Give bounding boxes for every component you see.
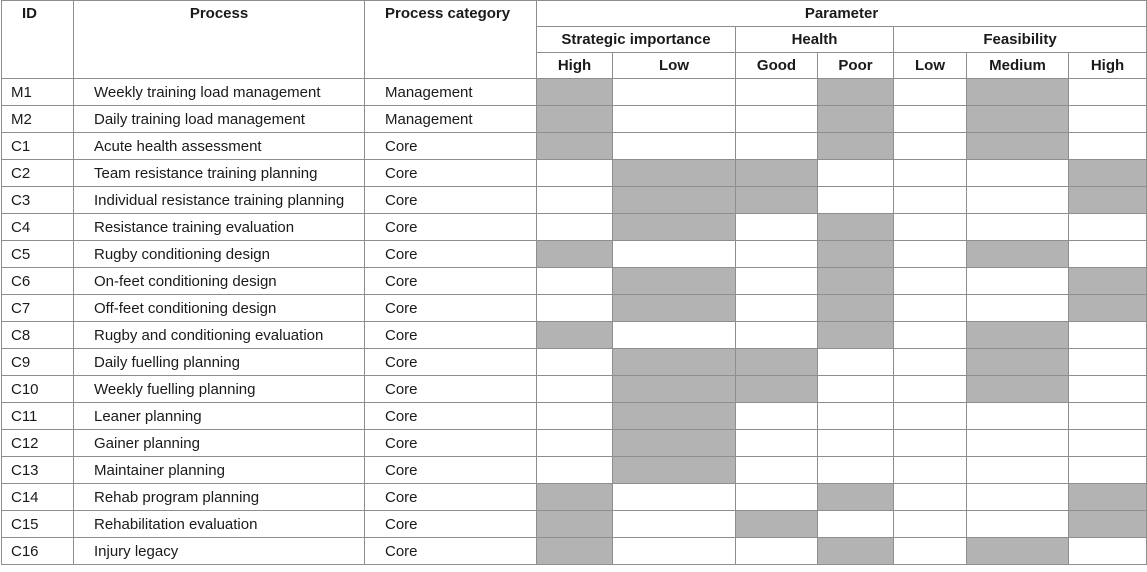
cell-strategic-high xyxy=(537,322,613,349)
cell-feasibility-low xyxy=(894,484,967,511)
cell-feasibility-low xyxy=(894,511,967,538)
cell-health-good xyxy=(736,403,818,430)
row-process-category: Management xyxy=(365,106,537,133)
cell-strategic-high xyxy=(537,79,613,106)
cell-feasibility-medium xyxy=(967,511,1069,538)
cell-strategic-high xyxy=(537,511,613,538)
cell-strategic-high xyxy=(537,187,613,214)
subheader-feasibility-low: Low xyxy=(894,53,967,79)
cell-health-poor xyxy=(818,457,894,484)
table-row xyxy=(2,376,1147,403)
table-row xyxy=(2,79,1147,106)
cell-health-poor xyxy=(818,403,894,430)
cell-strategic-high xyxy=(537,430,613,457)
cell-strategic-low xyxy=(613,376,736,403)
cell-feasibility-high xyxy=(1069,268,1147,295)
cell-feasibility-low xyxy=(894,295,967,322)
cell-strategic-low xyxy=(613,160,736,187)
cell-feasibility-high xyxy=(1069,430,1147,457)
cell-feasibility-medium xyxy=(967,187,1069,214)
table-row xyxy=(2,349,1147,376)
cell-health-poor xyxy=(818,538,894,565)
cell-feasibility-high xyxy=(1069,79,1147,106)
row-process-category: Core xyxy=(365,484,537,511)
cell-health-poor xyxy=(818,268,894,295)
cell-health-good xyxy=(736,133,818,160)
cell-strategic-low xyxy=(613,322,736,349)
row-process: Acute health assessment xyxy=(74,133,365,160)
row-process-category: Management xyxy=(365,79,537,106)
subheader-feasibility-high: High xyxy=(1069,53,1147,79)
cell-health-poor xyxy=(818,241,894,268)
row-process: Maintainer planning xyxy=(74,457,365,484)
cell-strategic-high xyxy=(537,295,613,322)
subheader-health-good: Good xyxy=(736,53,818,79)
cell-health-good xyxy=(736,106,818,133)
row-process-category: Core xyxy=(365,160,537,187)
row-process-category: Core xyxy=(365,457,537,484)
cell-feasibility-medium xyxy=(967,457,1069,484)
cell-feasibility-high xyxy=(1069,106,1147,133)
cell-feasibility-medium xyxy=(967,538,1069,565)
row-process: Rugby and conditioning evaluation xyxy=(74,322,365,349)
cell-health-good xyxy=(736,160,818,187)
cell-feasibility-high xyxy=(1069,457,1147,484)
table-row xyxy=(2,214,1147,241)
cell-strategic-low xyxy=(613,430,736,457)
row-id: C9 xyxy=(2,349,74,376)
cell-feasibility-medium xyxy=(967,430,1069,457)
row-id: C15 xyxy=(2,511,74,538)
cell-strategic-high xyxy=(537,349,613,376)
cell-health-good xyxy=(736,349,818,376)
table-row xyxy=(2,160,1147,187)
table-row xyxy=(2,295,1147,322)
cell-health-poor xyxy=(818,187,894,214)
cell-health-poor xyxy=(818,322,894,349)
table-row xyxy=(2,484,1147,511)
row-process: Rehab program planning xyxy=(74,484,365,511)
cell-health-poor xyxy=(818,430,894,457)
row-process-category: Core xyxy=(365,430,537,457)
table-body xyxy=(2,79,1147,565)
row-process-category: Core xyxy=(365,349,537,376)
cell-feasibility-high xyxy=(1069,349,1147,376)
cell-health-poor xyxy=(818,376,894,403)
cell-strategic-low xyxy=(613,268,736,295)
cell-feasibility-low xyxy=(894,322,967,349)
row-id: C13 xyxy=(2,457,74,484)
row-process: Team resistance training planning xyxy=(74,160,365,187)
cell-strategic-high xyxy=(537,268,613,295)
cell-health-poor xyxy=(818,160,894,187)
cell-strategic-low xyxy=(613,511,736,538)
cell-feasibility-high xyxy=(1069,403,1147,430)
cell-feasibility-high xyxy=(1069,160,1147,187)
cell-feasibility-medium xyxy=(967,79,1069,106)
cell-feasibility-low xyxy=(894,214,967,241)
cell-health-good xyxy=(736,79,818,106)
row-id: M2 xyxy=(2,106,74,133)
row-id: C7 xyxy=(2,295,74,322)
row-process: Leaner planning xyxy=(74,403,365,430)
cell-strategic-high xyxy=(537,457,613,484)
cell-health-poor xyxy=(818,79,894,106)
cell-strategic-high xyxy=(537,538,613,565)
cell-health-good xyxy=(736,484,818,511)
row-id: C16 xyxy=(2,538,74,565)
subheader-feasibility-medium: Medium xyxy=(967,53,1069,79)
row-id: C1 xyxy=(2,133,74,160)
cell-feasibility-low xyxy=(894,160,967,187)
row-process: Daily fuelling planning xyxy=(74,349,365,376)
row-id: C3 xyxy=(2,187,74,214)
cell-feasibility-low xyxy=(894,79,967,106)
cell-feasibility-low xyxy=(894,187,967,214)
subheader-health-poor: Poor xyxy=(818,53,894,79)
cell-strategic-low xyxy=(613,484,736,511)
header-process-category: Process category xyxy=(365,1,537,79)
row-id: M1 xyxy=(2,79,74,106)
header-health: Health xyxy=(736,27,894,53)
cell-feasibility-low xyxy=(894,241,967,268)
cell-feasibility-high xyxy=(1069,295,1147,322)
process-parameter-table xyxy=(1,0,1147,565)
header-parameter: Parameter xyxy=(537,1,1147,27)
cell-feasibility-medium xyxy=(967,376,1069,403)
cell-feasibility-medium xyxy=(967,403,1069,430)
table-row xyxy=(2,538,1147,565)
row-id: C10 xyxy=(2,376,74,403)
cell-strategic-low xyxy=(613,457,736,484)
cell-strategic-high xyxy=(537,106,613,133)
cell-feasibility-medium xyxy=(967,241,1069,268)
row-id: C2 xyxy=(2,160,74,187)
table-row xyxy=(2,457,1147,484)
table-row xyxy=(2,187,1147,214)
cell-strategic-high xyxy=(537,376,613,403)
cell-strategic-low xyxy=(613,241,736,268)
cell-feasibility-low xyxy=(894,268,967,295)
cell-feasibility-high xyxy=(1069,133,1147,160)
cell-feasibility-low xyxy=(894,457,967,484)
cell-strategic-high xyxy=(537,160,613,187)
cell-feasibility-low xyxy=(894,133,967,160)
cell-health-good xyxy=(736,214,818,241)
cell-health-good xyxy=(736,268,818,295)
table-row xyxy=(2,268,1147,295)
cell-feasibility-low xyxy=(894,430,967,457)
table-row xyxy=(2,241,1147,268)
row-process-category: Core xyxy=(365,511,537,538)
row-process: Weekly fuelling planning xyxy=(74,376,365,403)
cell-feasibility-high xyxy=(1069,241,1147,268)
cell-strategic-high xyxy=(537,403,613,430)
row-id: C5 xyxy=(2,241,74,268)
row-process: Gainer planning xyxy=(74,430,365,457)
table-row xyxy=(2,403,1147,430)
cell-health-poor xyxy=(818,349,894,376)
row-process-category: Core xyxy=(365,187,537,214)
cell-feasibility-low xyxy=(894,376,967,403)
row-process: Individual resistance training planning xyxy=(74,187,365,214)
table-row xyxy=(2,322,1147,349)
row-process: Daily training load management xyxy=(74,106,365,133)
cell-health-poor xyxy=(818,133,894,160)
row-process-category: Core xyxy=(365,241,537,268)
cell-feasibility-medium xyxy=(967,106,1069,133)
cell-health-good xyxy=(736,295,818,322)
cell-feasibility-medium xyxy=(967,268,1069,295)
row-process-category: Core xyxy=(365,322,537,349)
cell-strategic-low xyxy=(613,187,736,214)
cell-feasibility-low xyxy=(894,538,967,565)
cell-feasibility-medium xyxy=(967,322,1069,349)
cell-health-poor xyxy=(818,295,894,322)
cell-health-good xyxy=(736,538,818,565)
subheader-strategic-low: Low xyxy=(613,53,736,79)
row-id: C12 xyxy=(2,430,74,457)
cell-feasibility-medium xyxy=(967,133,1069,160)
cell-strategic-low xyxy=(613,133,736,160)
row-process-category: Core xyxy=(365,538,537,565)
row-id: C14 xyxy=(2,484,74,511)
row-process: Rehabilitation evaluation xyxy=(74,511,365,538)
cell-strategic-high xyxy=(537,241,613,268)
cell-health-good xyxy=(736,511,818,538)
cell-strategic-low xyxy=(613,403,736,430)
cell-feasibility-medium xyxy=(967,484,1069,511)
cell-health-good xyxy=(736,241,818,268)
table-row xyxy=(2,133,1147,160)
header-strategic-importance: Strategic importance xyxy=(537,27,736,53)
row-process-category: Core xyxy=(365,133,537,160)
cell-health-good xyxy=(736,430,818,457)
cell-feasibility-medium xyxy=(967,295,1069,322)
cell-feasibility-high xyxy=(1069,376,1147,403)
cell-feasibility-medium xyxy=(967,214,1069,241)
cell-health-good xyxy=(736,322,818,349)
cell-health-good xyxy=(736,187,818,214)
cell-health-poor xyxy=(818,511,894,538)
header-process: Process xyxy=(74,1,365,79)
cell-strategic-low xyxy=(613,214,736,241)
row-process: Rugby conditioning design xyxy=(74,241,365,268)
cell-feasibility-low xyxy=(894,349,967,376)
cell-health-poor xyxy=(818,106,894,133)
cell-strategic-high xyxy=(537,214,613,241)
cell-feasibility-medium xyxy=(967,349,1069,376)
cell-strategic-low xyxy=(613,538,736,565)
row-process-category: Core xyxy=(365,268,537,295)
header-id: ID xyxy=(2,1,74,79)
subheader-strategic-high: High xyxy=(537,53,613,79)
table-row xyxy=(2,106,1147,133)
cell-feasibility-high xyxy=(1069,322,1147,349)
cell-feasibility-high xyxy=(1069,484,1147,511)
cell-health-good xyxy=(736,376,818,403)
cell-feasibility-medium xyxy=(967,160,1069,187)
row-process: Off-feet conditioning design xyxy=(74,295,365,322)
row-id: C8 xyxy=(2,322,74,349)
cell-strategic-high xyxy=(537,133,613,160)
row-process: Weekly training load management xyxy=(74,79,365,106)
row-process-category: Core xyxy=(365,295,537,322)
row-process: On-feet conditioning design xyxy=(74,268,365,295)
cell-feasibility-high xyxy=(1069,538,1147,565)
cell-health-poor xyxy=(818,484,894,511)
cell-feasibility-high xyxy=(1069,187,1147,214)
row-id: C4 xyxy=(2,214,74,241)
row-process: Injury legacy xyxy=(74,538,365,565)
cell-feasibility-low xyxy=(894,403,967,430)
row-process-category: Core xyxy=(365,214,537,241)
cell-health-good xyxy=(736,457,818,484)
table-row xyxy=(2,430,1147,457)
cell-strategic-low xyxy=(613,106,736,133)
row-process: Resistance training evaluation xyxy=(74,214,365,241)
row-process-category: Core xyxy=(365,376,537,403)
row-process-category: Core xyxy=(365,403,537,430)
cell-feasibility-high xyxy=(1069,511,1147,538)
cell-strategic-low xyxy=(613,349,736,376)
cell-health-poor xyxy=(818,214,894,241)
header-feasibility: Feasibility xyxy=(894,27,1147,53)
cell-feasibility-high xyxy=(1069,214,1147,241)
cell-strategic-low xyxy=(613,79,736,106)
table-row xyxy=(2,511,1147,538)
row-id: C11 xyxy=(2,403,74,430)
row-id: C6 xyxy=(2,268,74,295)
cell-strategic-high xyxy=(537,484,613,511)
cell-feasibility-low xyxy=(894,106,967,133)
cell-strategic-low xyxy=(613,295,736,322)
